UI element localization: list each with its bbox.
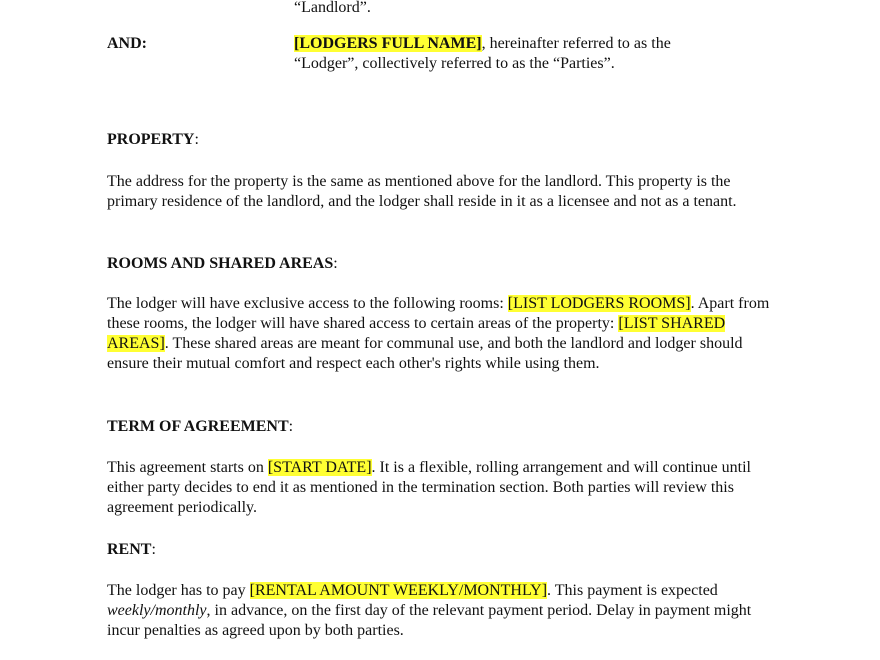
lodger-text-2: “Lodger”, collectively referred to as the “Parties”.: [294, 55, 615, 72]
rent-text-1: The lodger has to pay: [107, 582, 250, 599]
property-heading-colon: :: [194, 131, 199, 148]
lodger-name-placeholder: [LODGERS FULL NAME]: [294, 35, 482, 52]
rent-text-2: . This payment is expected: [547, 582, 718, 599]
property-heading: [107, 130, 199, 150]
shared-areas-placeholder: [LIST SHARED AREAS]: [107, 315, 726, 352]
rooms-text-3: . These shared areas are meant for communal use, and both the landlord and lodger should ensure their mutual comfort and respect each other's rights while using them.: [107, 335, 743, 372]
property-paragraph: [107, 172, 779, 212]
term-paragraph: [107, 458, 779, 518]
rooms-text-1: The lodger will have exclusive access to the following rooms:: [107, 295, 508, 312]
rental-amount-placeholder: [RENTAL AMOUNT WEEKLY/MONTHLY]: [249, 582, 548, 599]
and-label: AND:: [107, 35, 147, 52]
rooms-heading-text: ROOMS AND SHARED AREAS: [107, 255, 334, 272]
rooms-text-2: . Apart from these rooms, the lodger will have shared access to certain areas of the property:: [107, 295, 770, 332]
rooms-heading-colon: :: [333, 255, 338, 272]
rent-heading: [107, 540, 156, 560]
term-text-1: This agreement starts on: [107, 459, 268, 476]
payment-frequency-italic: weekly/monthly: [107, 602, 207, 619]
landlord-continuation: [294, 0, 784, 18]
rooms-placeholder: [LIST LODGERS ROOMS]: [507, 295, 691, 312]
term-text-2: . It is a flexible, rolling arrangement and will continue until either party decides to end it as mentioned in the termination section. Both parties will review this agreement periodically.: [107, 459, 751, 516]
rooms-paragraph: [107, 294, 779, 374]
rent-heading-colon: :: [151, 541, 156, 558]
rent-heading-text: RENT: [107, 541, 152, 558]
term-heading: [107, 417, 293, 437]
property-heading-text: PROPERTY: [107, 131, 195, 148]
lodger-text-1: , hereinafter referred to as the: [481, 35, 671, 52]
term-heading-text: TERM OF AGREEMENT: [107, 418, 289, 435]
rent-paragraph: [107, 581, 779, 641]
rent-text-3: , in advance, on the first day of the relevant payment period. Delay in payment might incur penalties as agreed upon by both parties.: [107, 602, 752, 639]
landlord-tail-text: “Landlord”.: [294, 0, 371, 16]
lodger-party-paragraph: [294, 34, 784, 74]
start-date-placeholder: [START DATE]: [267, 459, 372, 476]
property-body-text: The address for the property is the same as mentioned above for the landlord. This property is the primary residence of the landlord, and the lodger shall reside in it as a licensee and not as a tenant.: [107, 173, 737, 210]
rooms-heading: [107, 254, 338, 274]
term-heading-colon: :: [288, 418, 294, 435]
